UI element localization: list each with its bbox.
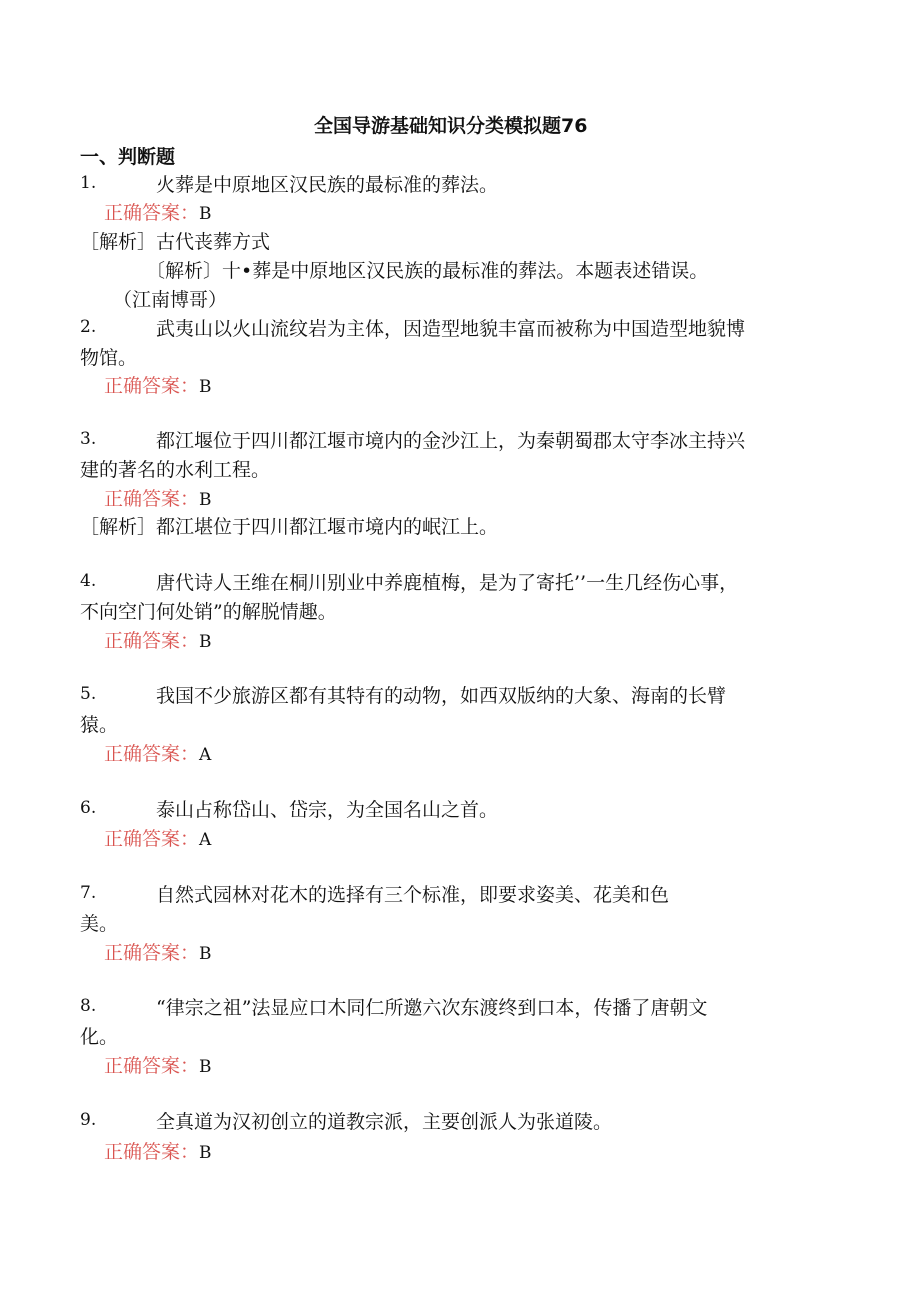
answer-line <box>104 626 212 653</box>
question-text: 猿。 <box>80 714 119 736</box>
question-text: 自然式园林对花木的选择有三个标准，即要求姿美、花美和色 <box>156 884 670 906</box>
question-text: 武夷山以火山流纹岩为主体，因造型地貌丰富而被称为中国造型地貌博 <box>156 318 746 340</box>
answer-label: 正确答案： <box>104 743 200 765</box>
answer-line <box>104 739 211 766</box>
answer-label: 正确答案： <box>104 375 200 397</box>
answer-value: B <box>199 944 212 964</box>
question-text: 物馆。 <box>80 347 138 369</box>
answer-value: A <box>199 745 212 765</box>
answer-line <box>104 1051 212 1078</box>
question-number: 9. <box>80 1110 97 1130</box>
analysis-text: ［解析］古代丧葬方式 <box>80 231 271 253</box>
answer-label: 正确答案： <box>104 1055 200 1077</box>
question-text: 都江堰位于四川都江堰市境内的金沙江上，为秦朝蜀郡太守李冰主持兴 <box>156 430 746 452</box>
question-number: 6. <box>80 798 97 818</box>
answer-value: B <box>199 204 212 224</box>
answer-line <box>104 824 211 851</box>
question-text: “律宗之祖”法显应口木同仁所邀六次东渡终到口本，传播了唐朝文 <box>156 997 708 1019</box>
question-text: 全真道为汉初创立的道教宗派，主要创派人为张道陵。 <box>156 1111 613 1133</box>
answer-label: 正确答案： <box>104 942 200 964</box>
question-number: 8. <box>80 996 97 1016</box>
question-text: 化。 <box>80 1026 119 1048</box>
answer-value: B <box>199 1057 212 1077</box>
answer-line <box>104 198 212 225</box>
analysis-text: （江南博哥） <box>113 289 228 311</box>
answer-value: B <box>199 1143 212 1163</box>
question-number: 2. <box>80 317 97 337</box>
question-text: 我国不少旅游区都有其特有的动物，如西双版纳的大象、海南的长臂 <box>156 685 727 707</box>
answer-label: 正确答案： <box>104 488 200 510</box>
question-number: 3. <box>80 429 97 449</box>
question-number: 7. <box>80 883 97 903</box>
answer-value: B <box>199 377 212 397</box>
analysis-text: 〔解析〕十•葬是中原地区汉民族的最标准的葬法。本题表述错误。 <box>146 260 709 282</box>
answer-label: 正确答案： <box>104 630 200 652</box>
question-number: 1. <box>80 173 97 193</box>
question-text: 泰山占称岱山、岱宗，为全国名山之首。 <box>156 799 499 821</box>
answer-line <box>104 484 212 511</box>
answer-line <box>104 938 212 965</box>
question-text: 火葬是中原地区汉民族的最标准的葬法。 <box>156 174 499 196</box>
analysis-text: ［解析］都江堪位于四川都江堰市境内的岷江上。 <box>80 516 499 538</box>
answer-label: 正确答案： <box>104 1141 200 1163</box>
answer-line <box>104 1137 212 1164</box>
answer-label: 正确答案： <box>104 202 200 224</box>
question-text: 建的著名的水利工程。 <box>80 459 271 481</box>
question-number: 5. <box>80 684 97 704</box>
answer-value: B <box>199 490 212 510</box>
question-text: 不向空门何处销”的解脱情趣。 <box>80 601 337 623</box>
answer-value: B <box>199 632 212 652</box>
question-text: 唐代诗人王维在桐川别业中养鹿植梅，是为了寄托’’一生几经伤心事， <box>156 572 739 594</box>
question-number: 4. <box>80 571 97 591</box>
page-title: 全国导游基础知识分类模拟题76 <box>314 115 588 137</box>
section-heading: 一、判断题 <box>80 146 176 168</box>
answer-line <box>104 371 212 398</box>
answer-value: A <box>199 830 212 850</box>
answer-label: 正确答案： <box>104 828 200 850</box>
question-text: 美。 <box>80 913 119 935</box>
